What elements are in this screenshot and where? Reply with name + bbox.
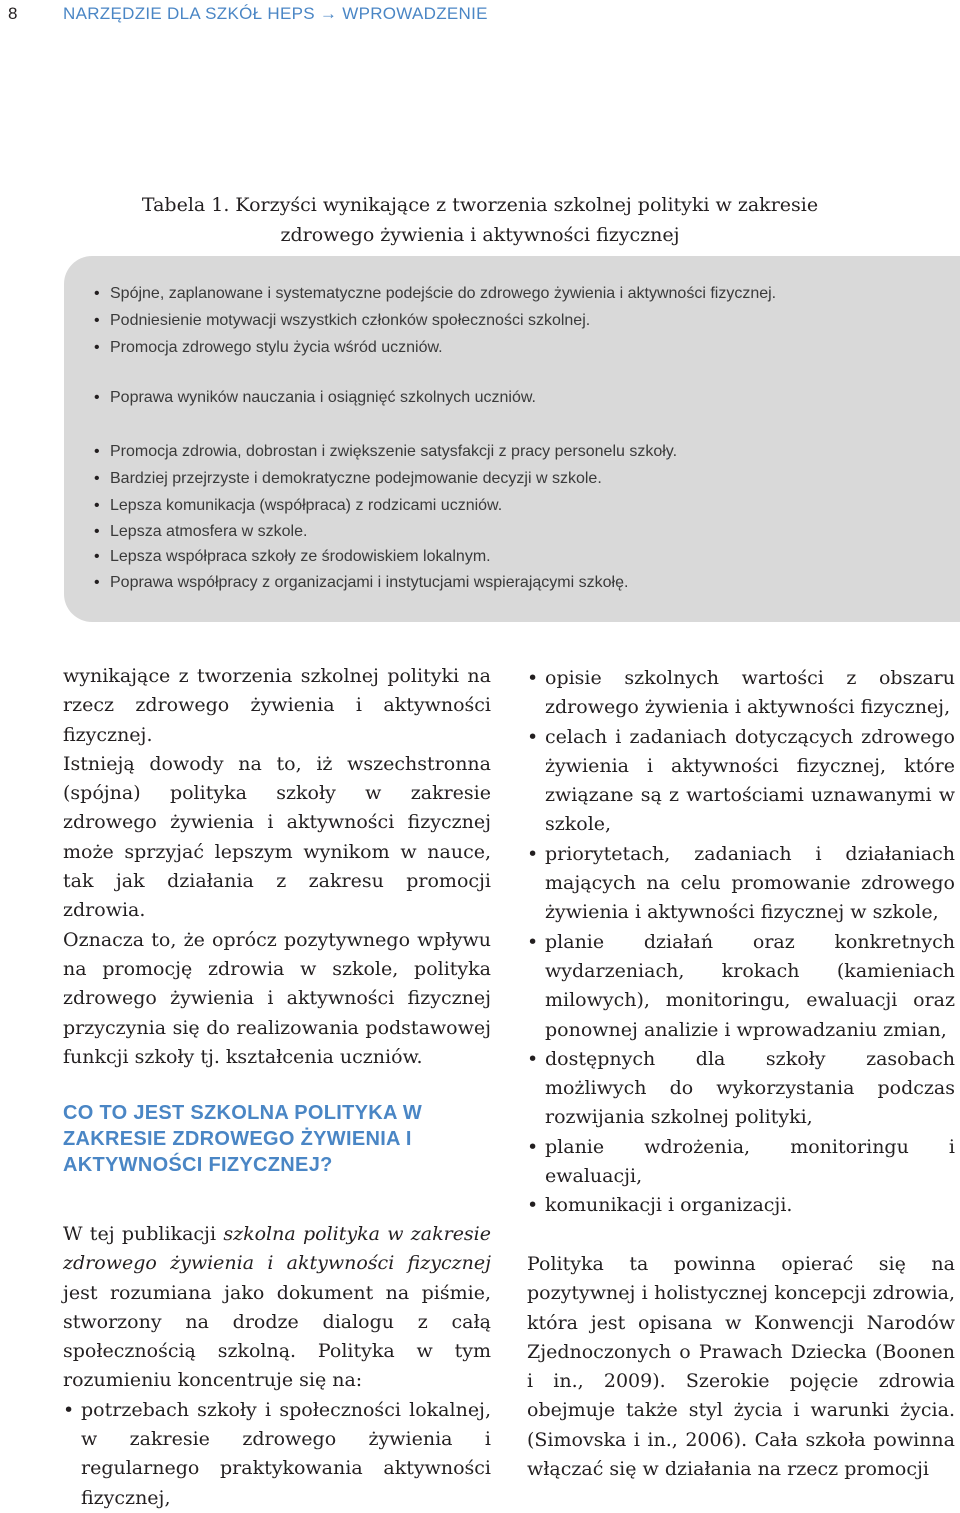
intro-block <box>63 1220 491 1513</box>
list-item: • komunikacji i organizacji. <box>527 1191 955 1220</box>
running-head: NARZĘDZIE DLA SZKÓŁ HEPS → WPROWADZENIE <box>63 4 488 23</box>
page-number: 8 <box>8 4 18 23</box>
paragraph: Oznacza to, że oprócz pozytywnego wpływu na promocję zdrowia w szkole, polityka zdrowego żywienia i aktywności fizycznej przyczynia się do realizowania podstawowej funkcji szkoły tj. kształcenia uczniów. <box>63 928 491 1068</box>
bullet-icon: • <box>94 443 100 460</box>
section-heading: CO TO JEST SZKOLNA POLITYKA W ZAKRESIE ZDROWEGO ŻYWIENIA I AKTYWNOŚCI FIZYCZNEJ? <box>63 1102 423 1176</box>
list-item: • potrzebach szkoły i społeczności lokalnej, w zakresie zdrowego żywienia i regularnego praktykowania aktywności fizycznej, <box>63 1396 491 1513</box>
bullet-icon: • <box>94 339 100 356</box>
benefits-table-box: • Spójne, zaplanowane i systematyczne podejście do zdrowego żywienia i aktywności fizycznej. • Podniesienie motywacji wszystkich członków społeczności szkolnej. • Promocja zdrowego stylu życia wśród uczniów. • Poprawa wyników nauczania i osiągnięć szkolnych uczniów. • Promocja zdrowia, dobrostan i zwiększenie satysfakcji z pracy personelu szkoły. • Bardziej przejrzyste i demokratyczne podejmowanie decyzji w szkole. • Lepsza komunikacja (współpraca) z rodzicami uczniów. • Lepsza atmosfera w szkole. • Lepsza współpraca szkoły ze środowiskiem lokalnym. • Poprawa współpracy z organizacjami i instytucjami wspierającymi szkołę. <box>64 256 960 622</box>
bullet-icon: • <box>94 312 100 329</box>
bullet-icon: • <box>94 285 100 302</box>
page-header <box>0 0 960 32</box>
bullet-icon: • <box>94 523 100 540</box>
bullet-icon: • <box>94 470 100 487</box>
defined-term: szkolna polityka w zakresie zdrowego żywienia i aktywności fizycznej <box>63 1223 492 1275</box>
bullet-icon: • <box>94 497 100 514</box>
bullet-icon: • <box>94 548 100 565</box>
left-column <box>63 662 491 1072</box>
list-item: • celach i zadaniach dotyczących zdrowego żywienia i aktywności fizycznej, które związane są z wartościami uznawanymi w szkole, <box>527 723 955 840</box>
paragraph: wynikające z tworzenia szkolnej polityki na rzecz zdrowego żywienia i aktywności fizycznej. <box>63 665 491 746</box>
closing-block <box>527 1250 955 1484</box>
paragraph: Istnieją dowody na to, iż wszechstronna (spójna) polityka szkoły w zakresie zdrowego żywienia i aktywności fizycznej może sprzyjać lepszym wynikom w nauce, tak jak działania z zakresu promocji zdrowia. <box>63 752 491 922</box>
right-column <box>527 664 955 1221</box>
bullet-icon: • <box>94 389 100 406</box>
intro-paragraph: W tej publikacji szkolna polityka w zakresie zdrowego żywienia i aktywności fizycznej jest rozumiana jako dokument na piśmie, stworzony na drodze dialogu z całą społecznością szkolną. Polityka w tym rozumieniu koncentruje się na: <box>63 1223 492 1392</box>
bullet-icon: • <box>94 574 100 591</box>
list-item: • priorytetach, zadaniach i działaniach mających na celu promowanie zdrowego żywienia i aktywności fizycznej w szkole, <box>527 840 955 928</box>
list-item: • opisie szkolnych wartości z obszaru zdrowego żywienia i aktywności fizycznej, <box>527 664 955 723</box>
list-item: • planie działań oraz konkretnych wydarzeniach, krokach (kamieniach milowych), monitoringu, ewaluacji oraz ponownej analizie i wprowadzaniu zmian, <box>527 928 955 1045</box>
paragraph: Polityka ta powinna opierać się na pozytywnej i holistycznej koncepcji zdrowia, która jest opisana w Konwencji Narodów Zjednoczonych o Prawach Dziecka (Boonen i in., 2009). Szerokie pojęcie zdrowia obejmuje także styl życia i warunki życia. (Simovska i in., 2006). Cała szkoła powinna włączać się w działania na rzecz promocji <box>527 1253 955 1481</box>
list-item: • dostępnych dla szkoły zasobach możliwych do wykorzystania podczas rozwijania szkolnej polityki, <box>527 1045 955 1133</box>
table-caption: Tabela 1. Korzyści wynikające z tworzenia szkolnej polityki w zakresie zdrowego żywienia i aktywności fizycznej <box>141 194 819 246</box>
focus-list-continued <box>527 664 955 1221</box>
focus-list <box>63 1396 491 1513</box>
list-item: • planie wdrożenia, monitoringu i ewaluacji, <box>527 1133 955 1192</box>
